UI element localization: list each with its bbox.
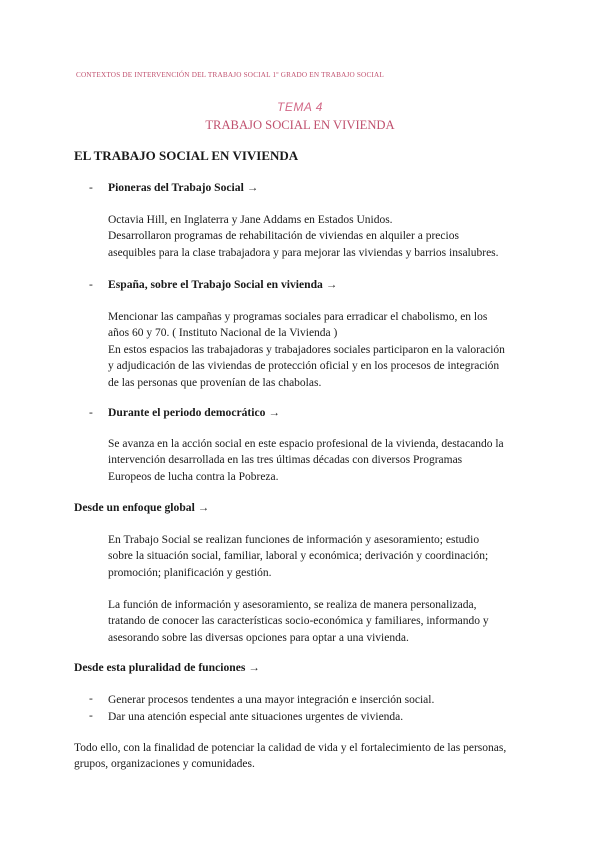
paragraph-line: Europeos de lucha contra la Pobreza. bbox=[108, 470, 279, 483]
paragraph-line: Desarrollaron programas de rehabilitación de viviendas en alquiler a precios bbox=[108, 230, 459, 243]
paragraph-line: En estos espacios las trabajadoras y trabajadores sociales participaron en la valoración bbox=[108, 343, 505, 356]
bullet-dash: - bbox=[89, 710, 93, 722]
paragraph-line: Todo ello, con la finalidad de potenciar la calidad de vida y el fortalecimiento de las personas, bbox=[74, 742, 507, 754]
democratico-paragraph bbox=[108, 436, 504, 485]
paragraph-line: intervención desarrollada en las tres últimas décadas con diversos Programas bbox=[108, 454, 463, 467]
pluralidad-heading: Desde esta pluralidad de funciones → bbox=[74, 661, 260, 674]
bullet-dash: - bbox=[89, 407, 93, 419]
paragraph-line: asequibles para la clase trabajadora y para mejorar las viviendas y barrios insalubres. bbox=[108, 246, 499, 259]
pioneras-paragraph bbox=[108, 212, 499, 261]
list-item: Generar procesos tendentes a una mayor integración e inserción social. bbox=[108, 694, 435, 706]
paragraph-line: promoción; planificación y gestión. bbox=[108, 566, 272, 579]
enfoque-paragraph-1 bbox=[108, 532, 488, 581]
paragraph-line: Octavia Hill, en Inglaterra y Jane Addams en Estados Unidos. bbox=[108, 214, 393, 226]
espana-paragraph bbox=[108, 309, 505, 391]
espana-heading: España, sobre el Trabajo Social en vivienda → bbox=[108, 278, 338, 291]
enfoque-heading: Desde un enfoque global → bbox=[74, 501, 210, 514]
paragraph-line: años 60 y 70. ( Instituto Nacional de la Vivienda ) bbox=[108, 327, 338, 340]
section-title: EL TRABAJO SOCIAL EN VIVIENDA bbox=[74, 148, 299, 163]
democratico-heading: Durante el periodo democrático → bbox=[108, 406, 280, 419]
paragraph-line: grupos, organizaciones y comunidades. bbox=[74, 758, 255, 771]
enfoque-paragraph-2 bbox=[108, 597, 489, 646]
tema-title: TRABAJO SOCIAL EN VIVIENDA bbox=[205, 118, 395, 132]
conclusion-paragraph bbox=[74, 740, 506, 773]
paragraph-line: sobre la situación social, familiar, laboral y económica; derivación y coordinación; bbox=[108, 550, 489, 563]
document-header: CONTEXTOS DE INTERVENCIÓN DEL TRABAJO SOCIAL 1º GRADO EN TRABAJO SOCIAL bbox=[76, 71, 385, 79]
paragraph-line: de las personas que provenían de las chabolas. bbox=[108, 376, 322, 389]
paragraph-line: En Trabajo Social se realizan funciones de información y asesoramiento; estudio bbox=[108, 534, 480, 546]
paragraph-line: La función de información y asesoramiento, se realiza de manera personalizada, bbox=[108, 599, 477, 611]
bullet-dash: - bbox=[89, 279, 93, 291]
paragraph-line: y adjudicación de las viviendas de protección oficial y en los procesos de integración bbox=[108, 360, 500, 373]
bullet-dash: - bbox=[89, 693, 93, 705]
paragraph-line: tratando de conocer las características socio-económica y familiares, informando y bbox=[108, 615, 489, 628]
tema-number: TEMA 4 bbox=[277, 100, 323, 114]
paragraph-line: Mencionar las campañas y programas sociales para erradicar el chabolismo, en los bbox=[108, 311, 488, 323]
bullet-dash: - bbox=[89, 182, 93, 194]
paragraph-line: Se avanza en la acción social en este espacio profesional de la vivienda, destacando la bbox=[108, 438, 504, 450]
paragraph-line: asesorando sobre las diversas opciones para optar a una vivienda. bbox=[108, 631, 409, 644]
list-item: Dar una atención especial ante situaciones urgentes de vivienda. bbox=[108, 711, 404, 723]
pioneras-heading: Pioneras del Trabajo Social → bbox=[108, 181, 259, 194]
